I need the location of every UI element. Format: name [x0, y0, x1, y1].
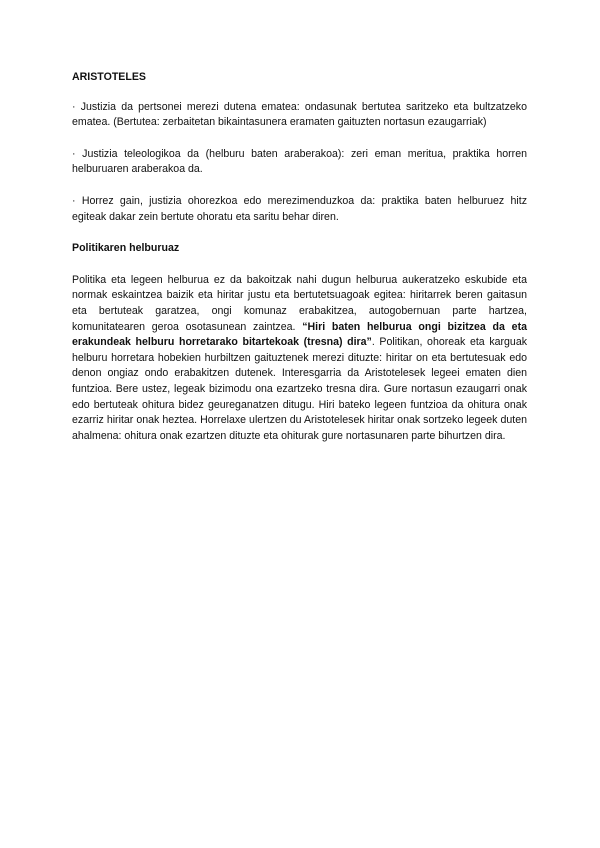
section-heading: Politikaren helburuaz — [72, 242, 180, 255]
bullet-paragraph-3: · Horrez gain, justizia ohorezkoa edo merezimenduzkoa da: praktika baten helburuez hitz egiteak dakar zein bertute ohoratu eta saritu behar diren. — [72, 194, 527, 223]
document-content — [72, 70, 527, 444]
section-body-paragraph — [72, 273, 527, 445]
document-title: ARISTOTELES — [72, 71, 146, 83]
body-text-after-quote: . Politikan, ohoreak eta karguak helburu horretara hobekien hurbiltzen gaituztenek merezi dituzte: hiritar on eta bertutesuak edo denon ongiaz ondo erabakitzen dutenek. Interesgarria da Aristotelesek legeei ematen dien funtzioa. Bere ustez, legeak bizimodu ona ezartzeko tresna dira. Gure nortasun ezaugarri onak edo bertuteak ohitura bidez geureganatzen ditugu. Hiri bateko legeen funtzioa da ohitura onak ezarriz hiritar onak heztea. Horrelaxe ulertzen du Aristotelesek hiritar onak sortzeko legeek duten ahalmena: ohitura onak ezartzen dituzte eta ohiturak gure nortasunaren parte bihurtzen dira. — [72, 336, 528, 442]
body-text-before-quote: Politika eta legeen helburua ez da bakoitzak nahi dugun helburua aukeratzeko eskubide eta normak eskaintzea baizik eta hiritar justu eta bertutetsuagoak egitea: hiritarrek beren gaitasun eta bertuteak garatzea, ongi komunaz erabakitzea, autogobernuan parte hartzea, komunitatearen geroa osotasunean zaintzea. — [72, 273, 527, 333]
bullet-paragraph-2: · Justizia teleologikoa da (helburu baten araberakoa): zeri eman meritua, praktika horren helburuaren araberakoa da. — [72, 147, 527, 176]
bullet-paragraph-1: · Justizia da pertsonei merezi dutena ematea: ondasunak bertutea saritzeko eta bultzatzeko ematea. (Bertutea: zerbaitetan bikaintasunera eramaten gaituzten nortasun ezaugarriak) — [72, 100, 527, 129]
bold-quote: “Hiri baten helburua ongi bizitzea da eta erakundeak helburu horretarako bitartekoak (tresna) dira” — [72, 320, 527, 349]
